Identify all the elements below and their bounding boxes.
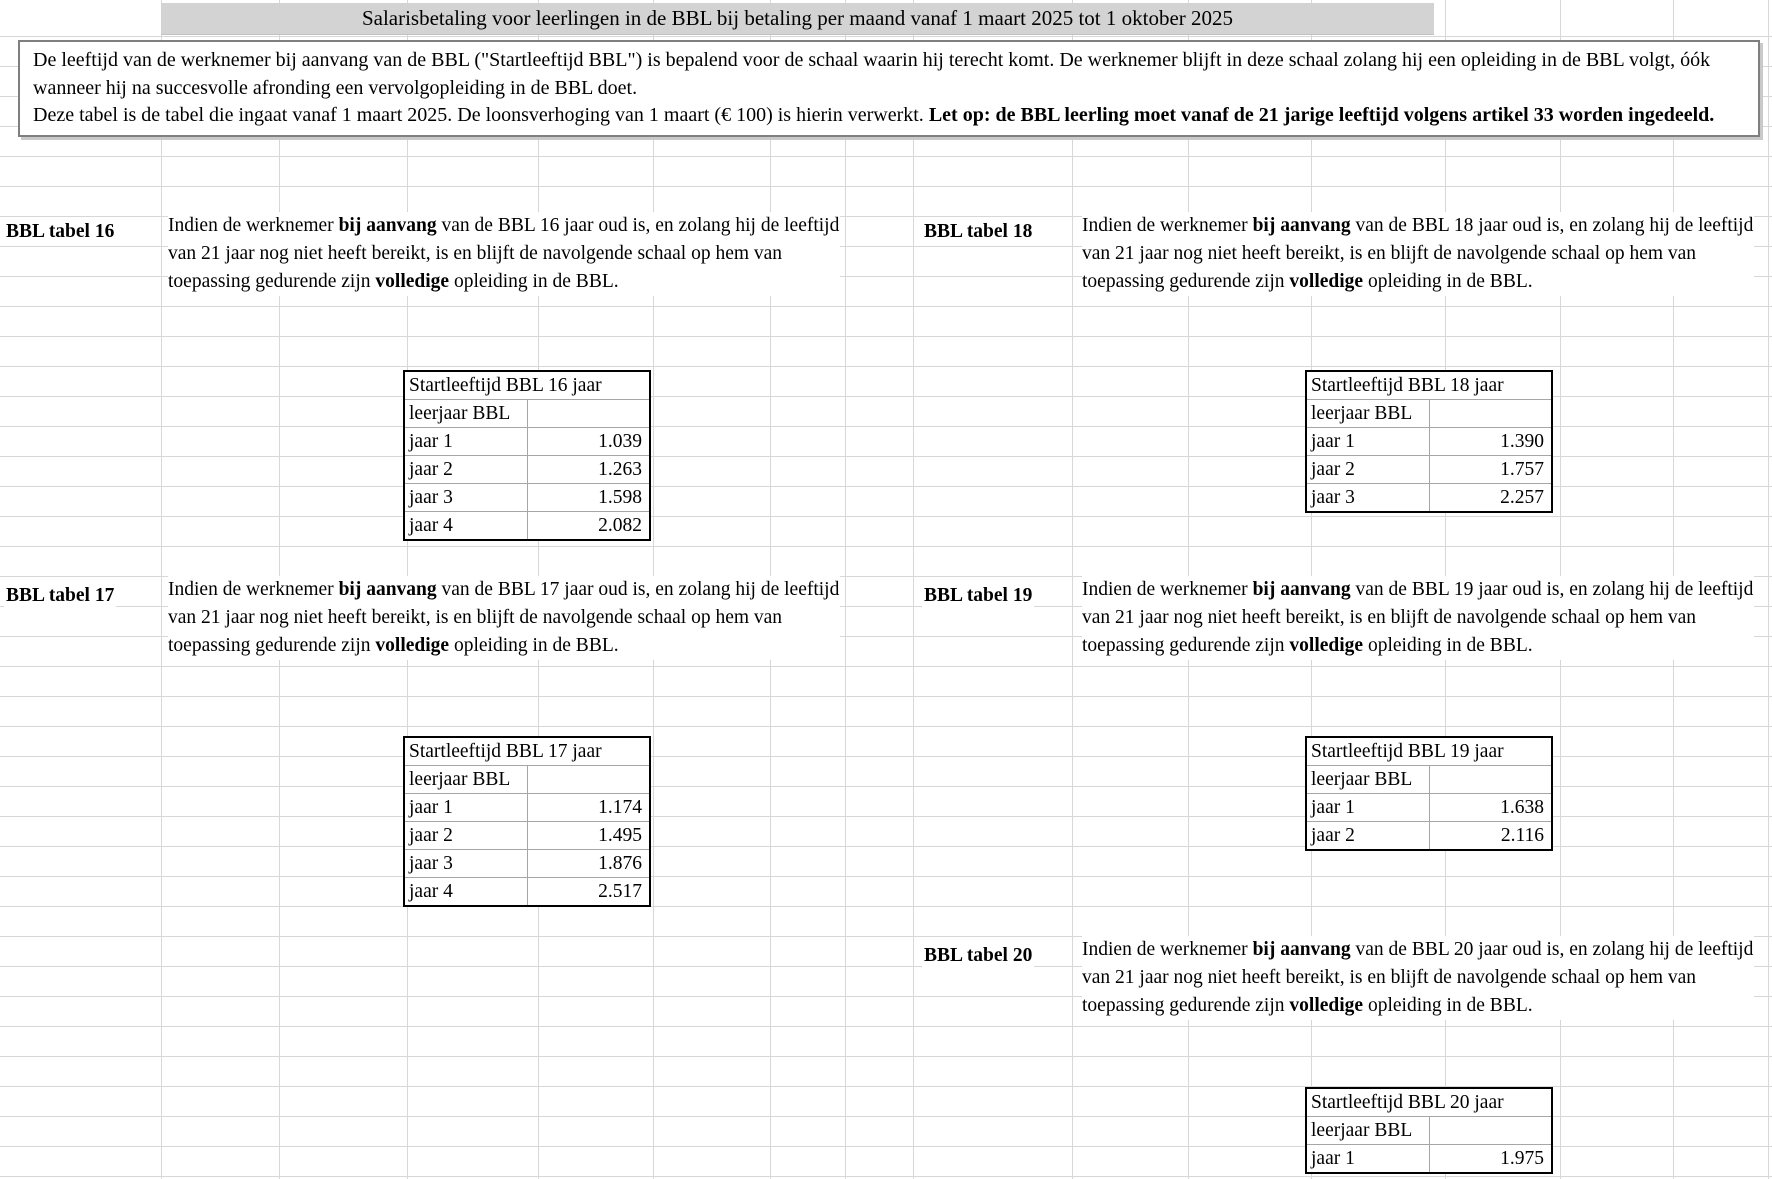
salary-table-bbl-20: [1305, 1087, 1553, 1174]
table-empty-cell[interactable]: [1429, 766, 1552, 794]
text-run: opleiding in de BBL.: [1363, 995, 1533, 1016]
text-run: van de BBL 18 jaar oud is, en zolang hij de leeftijd van 21 jaar nog niet heeft bereikt, is en blijft de navolgende schaal op hem van toepassing gedurende zijn: [1082, 215, 1754, 292]
text-run: van de BBL 19 jaar oud is, en zolang hij de leeftijd van 21 jaar nog niet heeft bereikt, is en blijft de navolgende schaal op hem van toepassing gedurende zijn: [1082, 579, 1754, 656]
text-run-bold: bij aanvang: [1252, 215, 1351, 236]
section-label-bbl-17[interactable]: BBL tabel 17: [4, 582, 116, 610]
intro-paragraph-2-regular: Deze tabel is de tabel die ingaat vanaf 1 maart 2025. De loonsverhoging van 1 maart (€ 100) is hierin verwerkt.: [33, 104, 929, 126]
grid-line-horizontal: [0, 546, 1772, 547]
text-run: opleiding in de BBL.: [1363, 271, 1533, 292]
text-run: Indien de werknemer: [1082, 215, 1253, 236]
text-run-bold: volledige: [1289, 635, 1364, 656]
text-run-bold: volledige: [375, 271, 450, 292]
salary-value-cell[interactable]: 1.174: [527, 794, 650, 822]
salary-value-cell[interactable]: 1.876: [527, 850, 650, 878]
text-run-bold: volledige: [1289, 995, 1364, 1016]
table-subheader-cell[interactable]: leerjaar BBL: [1306, 1117, 1429, 1145]
table-title-cell[interactable]: Startleeftijd BBL 17 jaar: [404, 737, 650, 766]
table-row: [404, 850, 650, 878]
text-run: Indien de werknemer: [168, 215, 339, 236]
table-title-cell[interactable]: Startleeftijd BBL 20 jaar: [1306, 1088, 1552, 1117]
year-label-cell[interactable]: jaar 3: [404, 850, 527, 878]
text-run-bold: bij aanvang: [1252, 579, 1351, 600]
text-run: Indien de werknemer: [168, 579, 339, 600]
grid-line-vertical: [1768, 0, 1769, 1179]
section-label-bbl-16[interactable]: BBL tabel 16: [4, 218, 116, 246]
table-subheader-cell[interactable]: leerjaar BBL: [404, 766, 527, 794]
table-subheader-cell[interactable]: leerjaar BBL: [1306, 400, 1429, 428]
text-run: Indien de werknemer: [1082, 579, 1253, 600]
sheet-title-cell[interactable]: Salarisbetaling voor leerlingen in de BBL bij betaling per maand vanaf 1 maart 2025 tot 1 oktober 2025: [161, 3, 1434, 35]
year-label-cell[interactable]: jaar 1: [1306, 428, 1429, 456]
grid-line-horizontal: [0, 336, 1772, 337]
year-label-cell[interactable]: jaar 2: [1306, 456, 1429, 484]
salary-table-bbl-17: [403, 736, 651, 907]
text-run: opleiding in de BBL.: [1363, 635, 1533, 656]
text-run: Indien de werknemer: [1082, 939, 1253, 960]
salary-value-cell[interactable]: 1.263: [527, 456, 650, 484]
grid-line-vertical: [845, 0, 846, 1179]
salary-value-cell[interactable]: 2.257: [1429, 484, 1552, 513]
grid-line-horizontal: [0, 36, 1772, 37]
year-label-cell[interactable]: jaar 1: [1306, 794, 1429, 822]
grid-line-vertical: [913, 0, 914, 1179]
year-label-cell[interactable]: jaar 2: [404, 456, 527, 484]
table-empty-cell[interactable]: [527, 400, 650, 428]
salary-value-cell[interactable]: 1.598: [527, 484, 650, 512]
year-label-cell[interactable]: jaar 2: [1306, 822, 1429, 851]
intro-textbox: [18, 40, 1760, 137]
table-row: [1306, 428, 1552, 456]
table-row: [404, 794, 650, 822]
grid-line-horizontal: [0, 696, 1772, 697]
section-label-bbl-20[interactable]: BBL tabel 20: [922, 942, 1034, 970]
year-label-cell[interactable]: jaar 1: [404, 428, 527, 456]
table-subheader-cell[interactable]: leerjaar BBL: [1306, 766, 1429, 794]
section-text-bbl-18: [1082, 212, 1754, 296]
salary-value-cell[interactable]: 1.495: [527, 822, 650, 850]
section-text-bbl-16: [168, 212, 840, 296]
section-label-bbl-19[interactable]: BBL tabel 19: [922, 582, 1034, 610]
salary-table-bbl-18: [1305, 370, 1553, 513]
table-row: [1306, 794, 1552, 822]
grid-line-horizontal: [0, 1056, 1772, 1057]
salary-table-bbl-19: [1305, 736, 1553, 851]
table-row: [1306, 456, 1552, 484]
table-row: [1306, 822, 1552, 851]
grid-line-horizontal: [0, 876, 1772, 877]
grid-line-horizontal: [0, 906, 1772, 907]
grid-line-horizontal: [0, 1176, 1772, 1177]
grid-line-horizontal: [0, 366, 1772, 367]
salary-value-cell[interactable]: 2.082: [527, 512, 650, 541]
table-subheader-cell[interactable]: leerjaar BBL: [404, 400, 527, 428]
grid-line-horizontal: [0, 726, 1772, 727]
year-label-cell[interactable]: jaar 3: [404, 484, 527, 512]
text-run: van de BBL 20 jaar oud is, en zolang hij de leeftijd van 21 jaar nog niet heeft bereikt, is en blijft de navolgende schaal op hem van toepassing gedurende zijn: [1082, 939, 1754, 1016]
salary-value-cell[interactable]: 2.116: [1429, 822, 1552, 851]
table-row: [404, 878, 650, 907]
year-label-cell[interactable]: jaar 4: [404, 878, 527, 907]
table-row: [404, 822, 650, 850]
grid-line-horizontal: [0, 306, 1772, 307]
intro-paragraph-2: [33, 102, 1745, 130]
salary-value-cell[interactable]: 1.390: [1429, 428, 1552, 456]
year-label-cell[interactable]: jaar 2: [404, 822, 527, 850]
salary-value-cell[interactable]: 1.975: [1429, 1145, 1552, 1174]
table-row: [404, 428, 650, 456]
table-empty-cell[interactable]: [1429, 400, 1552, 428]
text-run-bold: bij aanvang: [1252, 939, 1351, 960]
salary-value-cell[interactable]: 1.757: [1429, 456, 1552, 484]
grid-line-horizontal: [0, 186, 1772, 187]
intro-paragraph-2-bold: Let op: de BBL leerling moet vanaf de 21 jarige leeftijd volgens artikel 33 worden ingedeeld.: [928, 104, 1715, 126]
grid-line-horizontal: [0, 516, 1772, 517]
year-label-cell[interactable]: jaar 3: [1306, 484, 1429, 513]
table-row: [1306, 1145, 1552, 1174]
text-run-bold: bij aanvang: [338, 579, 437, 600]
section-label-bbl-18[interactable]: BBL tabel 18: [922, 218, 1034, 246]
salary-value-cell[interactable]: 1.039: [527, 428, 650, 456]
section-text-bbl-20: [1082, 936, 1754, 1020]
salary-value-cell[interactable]: 2.517: [527, 878, 650, 907]
table-row: [404, 456, 650, 484]
table-row: [404, 512, 650, 541]
text-run: opleiding in de BBL.: [449, 271, 619, 292]
intro-paragraph-1: De leeftijd van de werknemer bij aanvang van de BBL ("Startleeftijd BBL") is bepalend voor de schaal waarin hij terecht komt. De werknemer blijft in deze schaal zolang hij een opleiding in de BBL volgt, óók wanneer hij na succesvolle afronding een vervolgopleiding in de BBL doet.: [33, 49, 1711, 99]
year-label-cell[interactable]: jaar 4: [404, 512, 527, 541]
grid-line-vertical: [1072, 0, 1073, 1179]
grid-line-horizontal: [0, 1026, 1772, 1027]
grid-line-vertical: [161, 0, 162, 1179]
section-text-bbl-19: [1082, 576, 1754, 660]
table-empty-cell[interactable]: [527, 766, 650, 794]
text-run-bold: bij aanvang: [338, 215, 437, 236]
text-run: van de BBL 17 jaar oud is, en zolang hij de leeftijd van 21 jaar nog niet heeft bereikt, is en blijft de navolgende schaal op hem van toepassing gedurende zijn: [168, 579, 840, 656]
section-text-bbl-17: [168, 576, 840, 660]
table-row: [404, 484, 650, 512]
text-run-bold: volledige: [375, 635, 450, 656]
grid-line-horizontal: [0, 666, 1772, 667]
text-run-bold: volledige: [1289, 271, 1364, 292]
table-title-cell[interactable]: Startleeftijd BBL 16 jaar: [404, 371, 650, 400]
grid-line-horizontal: [0, 156, 1772, 157]
salary-table-bbl-16: [403, 370, 651, 541]
table-title-cell[interactable]: Startleeftijd BBL 18 jaar: [1306, 371, 1552, 400]
year-label-cell[interactable]: jaar 1: [404, 794, 527, 822]
table-empty-cell[interactable]: [1429, 1117, 1552, 1145]
text-run: van de BBL 16 jaar oud is, en zolang hij de leeftijd van 21 jaar nog niet heeft bereikt, is en blijft de navolgende schaal op hem van toepassing gedurende zijn: [168, 215, 840, 292]
year-label-cell[interactable]: jaar 1: [1306, 1145, 1429, 1174]
table-title-cell[interactable]: Startleeftijd BBL 19 jaar: [1306, 737, 1552, 766]
salary-value-cell[interactable]: 1.638: [1429, 794, 1552, 822]
table-row: [1306, 484, 1552, 513]
text-run: opleiding in de BBL.: [449, 635, 619, 656]
